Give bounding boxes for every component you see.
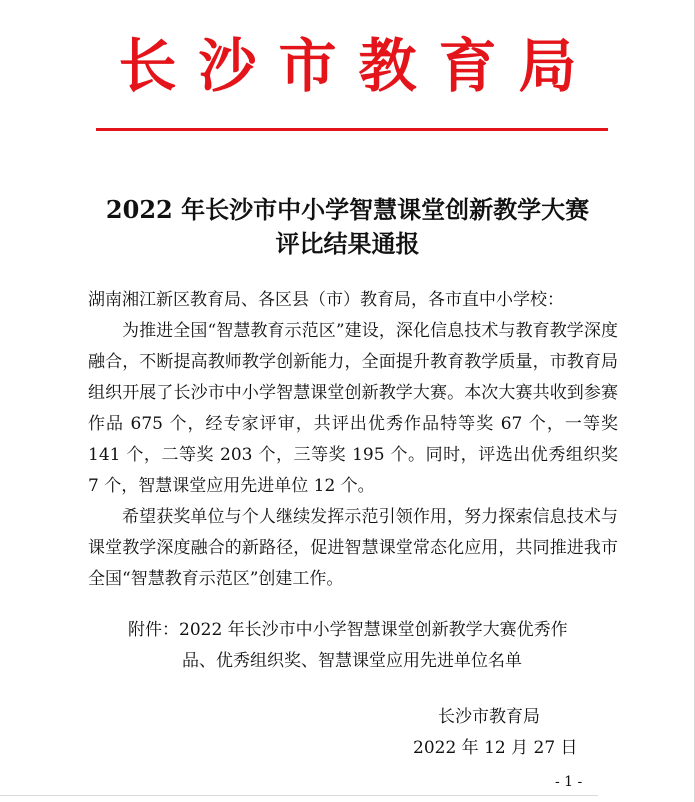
document-title-line2: 评比结果通报 (275, 229, 420, 258)
signature-org: 长沙市教育局 (438, 707, 540, 727)
body-paragraph-1: 为推进全国“智慧教育示范区”建设，深化信息技术与教育教学深度融合，不断提高教师教学创新能力，全面提升教育教学质量，市教育局组织开展了长沙市中小学智慧课堂创新教学大赛。本次大赛共收到参赛作品 675 个，经专家评审，共评出优秀作品特等奖 67 个，一等奖 141 个，二等奖 203 个，三等奖 195 个。同时，评选出优秀组织奖 7 个，智慧课堂应用先进单位 12 个。 (88, 321, 618, 496)
masthead-divider (96, 128, 608, 131)
attachment-line2: 品、优秀组织奖、智慧课堂应用先进单位名单 (182, 651, 522, 671)
document-body (88, 285, 618, 595)
page-number: - 1 - (555, 774, 583, 790)
body-paragraph-2: 希望获奖单位与个人继续发挥示范引领作用，努力探索信息技术与课堂教学深度融合的新路径，促进智慧课堂常态化应用，共同推进我市全国“智慧教育示范区”创建工作。 (88, 507, 618, 589)
signature-date: 2022 年 12 月 27 日 (413, 738, 578, 758)
attachment-note (128, 615, 618, 677)
page-edge-bottom (0, 795, 598, 796)
masthead-title: 长沙市教育局 (118, 32, 599, 100)
salutation: 湖南湘江新区教育局、各区县（市）教育局，各市直中小学校： (88, 290, 564, 310)
document-title-line1: 2022 年长沙市中小学智慧课堂创新教学大赛 (105, 195, 590, 224)
attachment-line1: 附件：2022 年长沙市中小学智慧课堂创新教学大赛优秀作 (128, 620, 568, 640)
